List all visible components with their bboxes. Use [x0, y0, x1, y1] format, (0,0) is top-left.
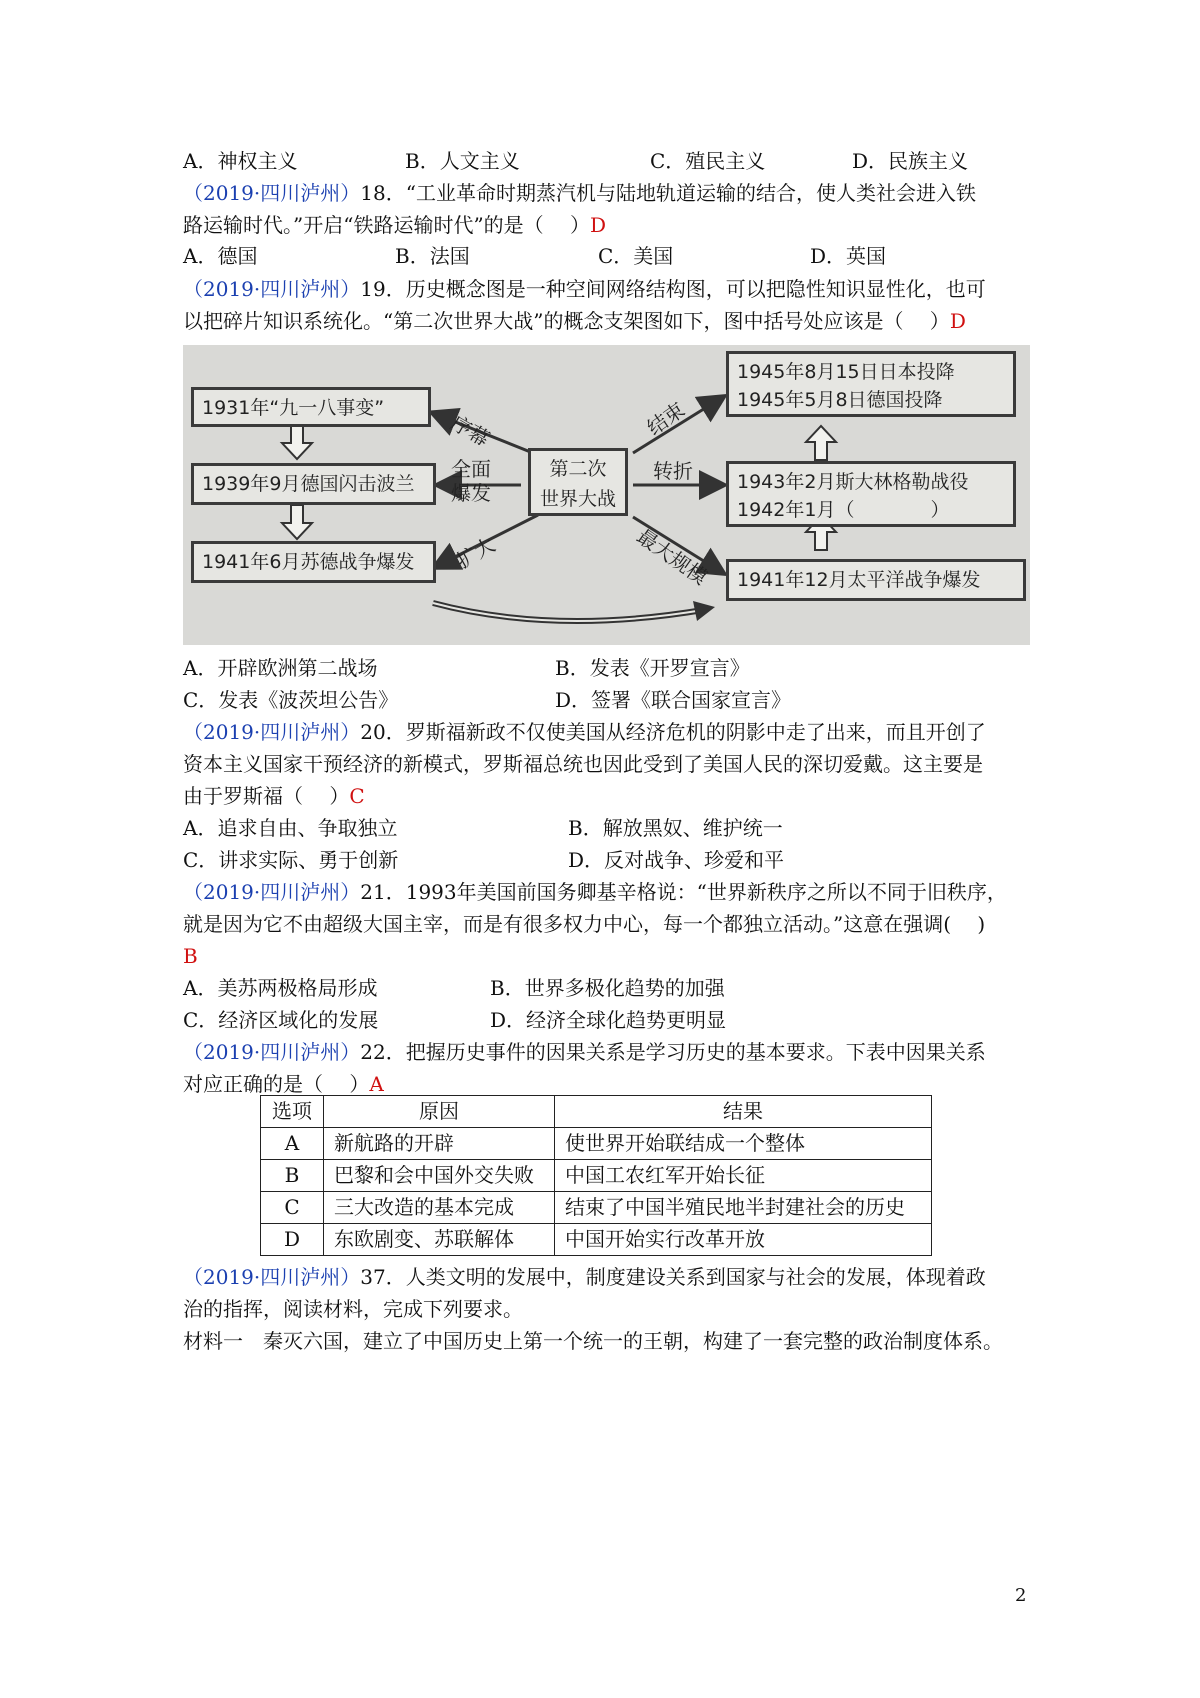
box-1941-june: 1941年6月苏德战争爆发 — [191, 541, 436, 583]
q20-stem-line1: （2019·四川泸州）20．罗斯福新政不仅使美国从经济危机的阴影中走了出来，而且开创了 — [183, 720, 986, 744]
table-row — [261, 1192, 932, 1224]
q20-stem-line3: 由于罗斯福（ ）C — [183, 784, 365, 808]
table-cell: 中国开始实行改革开放 — [555, 1224, 932, 1256]
q17-option-c: C．殖民主义 — [650, 149, 766, 173]
q21-answer: B — [183, 944, 198, 968]
table-row — [261, 1160, 932, 1192]
q37-stem-line2: 治的指挥，阅读材料，完成下列要求。 — [183, 1297, 523, 1321]
q20-option-d: D．反对战争、珍爱和平 — [568, 848, 785, 872]
table-cell: C — [261, 1192, 324, 1224]
box-1939-poland: 1939年9月德国闪击波兰 — [191, 463, 436, 505]
q22-stem-line2: 对应正确的是（ ）A — [183, 1072, 384, 1096]
table-cell: 使世界开始联结成一个整体 — [555, 1128, 932, 1160]
q19-option-b: B．发表《开罗宣言》 — [555, 656, 750, 680]
q19-stem-line2: 以把碎片知识系统化。“第二次世界大战”的概念支架图如下，图中括号处应该是（ ）D — [183, 309, 966, 333]
q37-stem-line1: （2019·四川泸州）37．人类文明的发展中，制度建设关系到国家与社会的发展，体现着政 — [183, 1265, 986, 1289]
label-prelude: 序幕 — [446, 410, 494, 452]
box-center-ww2: 第二次 世界大战 — [528, 448, 628, 516]
q22-answer: A — [369, 1072, 384, 1096]
page-number: 2 — [1015, 1585, 1027, 1606]
q19-stem-line1: （2019·四川泸州）19．历史概念图是一种空间网络结构图，可以把隐性知识显性化，也可 — [183, 277, 986, 301]
q19-answer: D — [949, 309, 966, 333]
box-1931-incident: 1931年“九一八事变” — [191, 387, 431, 427]
label-expand: 扩大 — [452, 532, 500, 574]
q37-material-one: 材料一 秦灭六国，建立了中国历史上第一个统一的王朝，构建了一套完整的政治制度体系。 — [183, 1329, 1003, 1353]
q18-option-d: D．英国 — [810, 244, 887, 268]
q18-stem-line1: （2019·四川泸州）18．“工业革命时期蒸汽机与陆地轨道运输的结合，使人类社会进入铁 — [183, 181, 976, 205]
q18-option-c: C．美国 — [598, 244, 674, 268]
box-1941-december: 1941年12月太平洋战争爆发 — [726, 559, 1026, 601]
hollow-arrow-down-2 — [282, 505, 312, 539]
table-cell: 新航路的开辟 — [324, 1128, 555, 1160]
q17-option-a: A．神权主义 — [183, 149, 298, 173]
q17-option-b: B．人文主义 — [405, 149, 520, 173]
box-turning-point: 1943年2月斯大林格勒战役 1942年1月（ ） — [726, 461, 1016, 527]
hollow-arrow-down-1 — [282, 425, 312, 459]
q20-option-c: C．讲求实际、勇于创新 — [183, 848, 399, 872]
table-cell: B — [261, 1160, 324, 1192]
table-header: 选项 — [261, 1096, 324, 1128]
q20-option-b: B．解放黑奴、维护统一 — [568, 816, 783, 840]
table-header: 原因 — [324, 1096, 555, 1128]
q18-source: （2019·四川泸州） — [183, 181, 361, 205]
table-cell: 巴黎和会中国外交失败 — [324, 1160, 555, 1192]
q20-source: （2019·四川泸州） — [183, 720, 361, 744]
q19-source: （2019·四川泸州） — [183, 277, 361, 301]
table-header-row — [261, 1096, 932, 1128]
q18-option-a: A．德国 — [183, 244, 258, 268]
blank-bracket: 1942年1月（ ） — [737, 499, 950, 521]
q19-option-d: D．签署《联合国家宣言》 — [555, 688, 792, 712]
q21-option-c: C．经济区域化的发展 — [183, 1008, 379, 1032]
table-row — [261, 1224, 932, 1256]
q19-option-a: A．开辟欧洲第二战场 — [183, 656, 378, 680]
table-cell: 结束了中国半殖民地半封建社会的历史 — [555, 1192, 932, 1224]
q20-answer: C — [349, 784, 365, 808]
hollow-arrow-up-1 — [806, 426, 836, 460]
q21-option-b: B．世界多极化趋势的加强 — [490, 976, 725, 1000]
q18-option-b: B．法国 — [395, 244, 470, 268]
q21-stem-line1: （2019·四川泸州）21．1993年美国前国务卿基辛格说：“世界新秩序之所以不同于旧秩序， — [183, 880, 1007, 904]
q20-option-a: A．追求自由、争取独立 — [183, 816, 398, 840]
table-cell: 三大改造的基本完成 — [324, 1192, 555, 1224]
q21-stem-line2: 就是因为它不由超级大国主宰，而是有很多权力中心，每一个都独立活动。”这意在强调( ) — [183, 912, 986, 936]
label-turning: 转折 — [653, 459, 693, 483]
q19-option-c: C．发表《波茨坦公告》 — [183, 688, 399, 712]
table-row — [261, 1128, 932, 1160]
q22-source: （2019·四川泸州） — [183, 1040, 361, 1064]
q18-stem-line2: 路运输时代。”开启“铁路运输时代”的是（ ）D — [183, 213, 607, 237]
q18-answer: D — [590, 213, 607, 237]
box-war-end: 1945年8月15日日本投降 1945年5月8日德国投降 — [726, 351, 1016, 417]
table-cell: A — [261, 1128, 324, 1160]
q20-stem-line2: 资本主义国家干预经济的新模式，罗斯福总统也因此受到了美国人民的深切爱戴。这主要是 — [183, 752, 983, 776]
table-cell: 东欧剧变、苏联解体 — [324, 1224, 555, 1256]
label-end: 结束 — [642, 397, 690, 441]
label-full-outbreak: 全面 爆发 — [451, 457, 491, 505]
cause-effect-table — [260, 1095, 932, 1256]
label-largest-scale: 最大规模 — [632, 523, 712, 590]
table-header: 结果 — [555, 1096, 932, 1128]
q22-stem-line1: （2019·四川泸州）22．把握历史事件的因果关系是学习历史的基本要求。下表中因果关系 — [183, 1040, 986, 1064]
table-cell: 中国工农红军开始长征 — [555, 1160, 932, 1192]
ww2-concept-diagram — [183, 345, 1030, 645]
q21-option-a: A．美苏两极格局形成 — [183, 976, 378, 1000]
q21-source: （2019·四川泸州） — [183, 880, 361, 904]
q17-option-d: D．民族主义 — [852, 149, 969, 173]
q37-source: （2019·四川泸州） — [183, 1265, 361, 1289]
q21-option-d: D．经济全球化趋势更明显 — [490, 1008, 727, 1032]
table-cell: D — [261, 1224, 324, 1256]
